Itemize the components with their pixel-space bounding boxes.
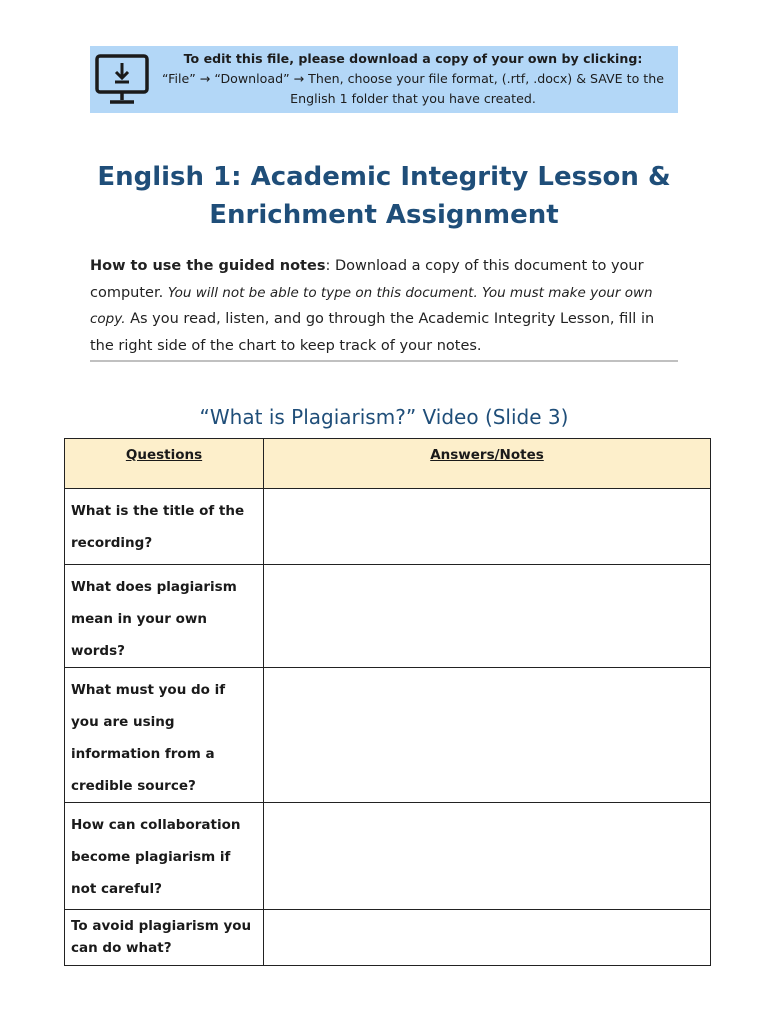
table-header-row bbox=[65, 439, 711, 489]
answer-cell[interactable] bbox=[264, 803, 711, 910]
table-row bbox=[65, 489, 711, 565]
download-computer-icon bbox=[94, 50, 150, 108]
download-instructions-banner bbox=[90, 46, 678, 113]
intro-text-2: As you read, listen, and go through the Academic Integrity Lesson, fill in the right side of the chart to keep track of your notes. bbox=[90, 311, 655, 354]
answer-cell[interactable] bbox=[264, 668, 711, 803]
question-cell: How can collaboration become plagiarism if not careful? bbox=[65, 803, 264, 910]
page-title: English 1: Academic Integrity Lesson & Enrichment Assignment bbox=[97, 162, 671, 230]
notes-table bbox=[64, 438, 711, 966]
banner-text bbox=[150, 49, 676, 109]
answer-cell[interactable] bbox=[264, 565, 711, 668]
section-title: “What is Plagiarism?” Video (Slide 3) bbox=[199, 405, 569, 429]
banner-line-2: “File” → “Download” → Then, choose your file format, (.rtf, .docx) & SAVE to the bbox=[162, 71, 664, 86]
table-row bbox=[65, 910, 711, 966]
intro-text-1: : Download a copy of this document to your computer. bbox=[90, 258, 644, 301]
intro-label: How to use the guided notes bbox=[90, 258, 326, 274]
banner-line-1: To edit this file, please download a copy of your own by clicking: bbox=[183, 51, 643, 66]
intro-italic-note: You will not be able to type on this document. You must make your own copy. bbox=[90, 284, 653, 327]
question-cell: What must you do if you are using information from a credible source? bbox=[65, 668, 264, 803]
header-questions: Questions bbox=[65, 439, 264, 489]
answer-cell[interactable] bbox=[264, 910, 711, 966]
intro-paragraph bbox=[90, 253, 680, 359]
banner-line-3: English 1 folder that you have created. bbox=[290, 91, 536, 106]
divider bbox=[90, 360, 678, 362]
table-row bbox=[65, 803, 711, 910]
table-row bbox=[65, 668, 711, 803]
question-cell: To avoid plagiarism you can do what? bbox=[65, 910, 264, 966]
answer-cell[interactable] bbox=[264, 489, 711, 565]
table-row bbox=[65, 565, 711, 668]
question-cell: What does plagiarism mean in your own words? bbox=[65, 565, 264, 668]
question-cell: What is the title of the recording? bbox=[65, 489, 264, 565]
header-answers: Answers/Notes bbox=[264, 439, 711, 489]
